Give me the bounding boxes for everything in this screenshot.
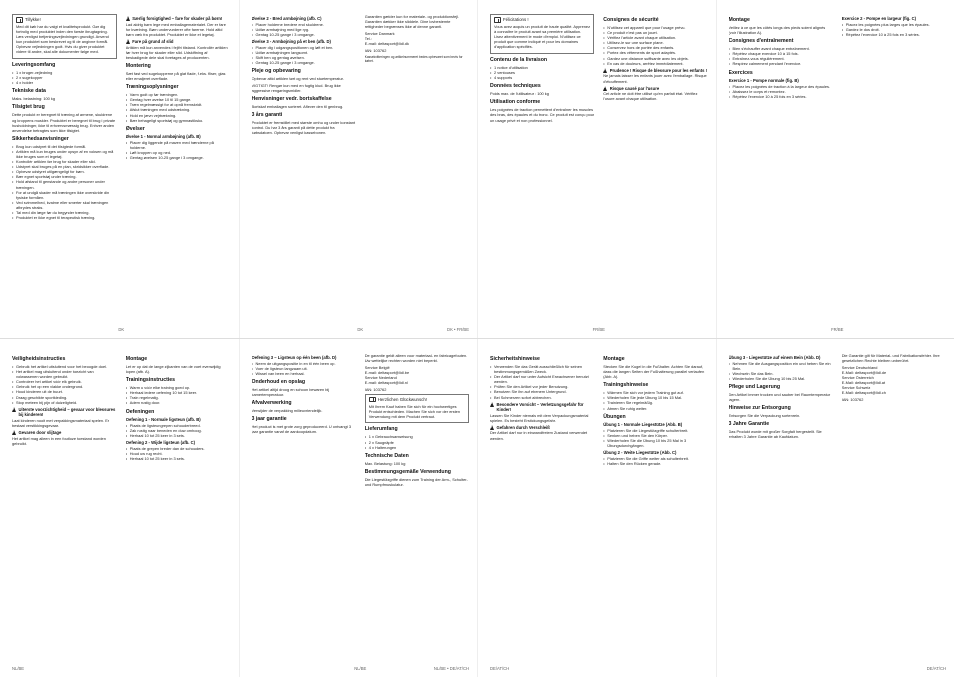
text-column [729,14,833,338]
list-item: • Prüfen Sie den Artikel vor jeder Benutzung. [490,384,594,389]
list-item: • Herhaal 10 tot 25 keer in 3 sets. [126,433,231,438]
service-line: Service Danmark [364,30,395,36]
footer-left: NL/BE [12,666,25,671]
paragraph: Die Garantie gilt für Material- und Fabrikationsfehler. Ihre gesetzlichen Rechte bleiben unberührt. [841,353,940,364]
warning-icon [603,68,607,73]
page-footer [12,327,231,334]
exercise-heading: Exercice 1 - Pompe normale (fig. B) [728,78,799,84]
text-column [12,353,117,677]
page-footer [12,666,231,673]
section-heading: Consignes d'entraînement [728,38,794,45]
warning-heading [126,16,231,21]
section-heading: Exercices [728,69,753,76]
section-heading: 3 års garanti [251,111,283,118]
footer-center: NL/BE [354,666,367,671]
list-item: • Utilisez-le sur une surface plane. [603,40,707,45]
text-column [842,353,946,677]
list-item: • Respirez calmement pendant l'exercice. [729,61,833,66]
service-line: E-mail: deltasport@lidl.be [364,369,410,375]
service-line: Service Schweiz [841,385,871,391]
list-item: • 1 x bruger-vejledning [12,70,117,75]
exercise-heading: Øvelse 3 - Armbøjning på et ben (afb. D) [251,38,331,44]
paragraph: Veillez à ce que les côtés longs des pieds soient alignés (voir l'illustration A). [728,25,826,36]
warning-title: Prudence ! Risque de blessure pour les enfants ! [609,67,708,73]
top-spread [0,0,954,338]
section-heading: Pleje og opbevaring [251,68,301,75]
service-line: Service België [364,364,390,370]
list-item: • Bær egnet sportstøj under træning. [12,174,117,179]
bullet-list [126,140,231,160]
info-box-title [16,17,113,23]
paragraph: Laat kinderen nooit met verpakkingsmateriaal spelen. Er bestaat verstikkingsgevaar. [12,417,110,428]
list-item: • Gardez une distance suffisante avec les objets. [603,56,707,61]
section-heading: Oefeningen [125,408,155,415]
list-item: • N'utilisez cet appareil que pour l'usage prévu. [603,25,707,30]
bullet-list [490,65,594,80]
page-footer [490,327,708,334]
paragraph: IAN: 103762 [364,48,387,54]
list-item: • Wärmen Sie sich vor jedem Training gut auf. [603,390,707,395]
paragraph: Lassen Sie Kinder niemals mit dem Verpackungsmaterial spielen. Es besteht Erstickungsgefahr. [490,412,589,423]
warning-title: Fare på grund af slid [132,38,174,44]
list-item: • En cas de douleurs, arrêtez immédiatement. [603,61,707,66]
list-item: • Neem de uitgangspositie in en til één been op. [252,361,356,366]
section-heading: Consignes de sécurité [603,17,659,23]
text-column [729,353,833,677]
list-item: • Bien s'échauffer avant chaque entraînement. [729,46,833,51]
info-text: Vous avez acquis un produit de haute qualité. Apprenez à connaître le produit avant sa première utilisation. Lisez attentivement le mode d'emploi. N'utilisez ce produit que comme indiqué et pour les domaines d'application spécifiés. [494,24,591,50]
list-item: • Warm u vóór elke training goed op. [126,385,231,390]
section-heading: Onderhoud en opslag [251,378,306,385]
footer-center: DK [118,327,125,332]
warning-heading [12,407,117,417]
section-heading: Leveringsomfang [12,62,56,69]
list-item: • Gentag hver øvelse 10 til 15 gange. [126,97,231,102]
list-item: • Draag geschikte sportkleding. [12,395,117,400]
list-item: • Houd kinderen uit de buurt. [12,389,117,394]
paragraph: Max. Belastung: 100 kg [364,460,406,466]
list-item: • Ved svimmelhed, kvalme eller smerter skal træningen afbrydes straks. [12,200,117,210]
text-column [842,14,946,338]
footer-right: NL/BE • DE/AT/CH [433,666,469,671]
text-column [365,14,469,338]
list-item: • Tal med din læge før du begynder træning. [12,210,117,215]
list-item: • Controleer het artikel vóór elk gebruik. [12,379,117,384]
paragraph: Het artikel mag alleen in een foutloze toestand worden gebruikt. [12,435,106,446]
text-column [365,353,469,677]
section-heading: Veiligheidsinstructies [12,356,66,362]
paragraph: Den Artikel immer trocken und sauber bei Raumtemperatur lagern. [728,392,831,403]
list-item: • Hold afstand til genstande og andre personer under træningen. [12,179,117,189]
list-item: • Udfør armbøjning med lige ryg. [252,27,356,32]
list-item: • 4 supports [490,75,594,80]
list-item: • Portez des vêtements de sport adaptés. [603,50,707,55]
list-item: • 4 x holder [12,80,117,85]
exercise-heading: Übung 2 - Weite Liegestütze (Abb. C) [603,450,677,456]
bullet-list [126,385,231,405]
list-item: • Brug kun udstyret til det tilsigtede formål. [12,144,117,149]
list-item: • Ce produit n'est pas un jouet. [603,30,707,35]
section-heading: Contenu de la livraison [490,56,548,63]
list-item: • Plaats de grepen breder dan de schouders. [126,446,231,451]
list-item: • 4 x Halterungen [365,445,469,450]
warning-title: Gevaren door slijtage [18,429,62,435]
manual-page [477,339,716,677]
page-footer [729,327,947,334]
exercise-heading: Øvelse 2 - Bred armbøjning (afb. C) [251,16,322,21]
list-item: • Udstyret skal bruges på en plan, skridsikker overflade. [12,164,117,169]
warning-heading [126,39,231,44]
section-heading: Montage [603,356,625,362]
paragraph: Maks. belastning: 100 kg [12,96,56,102]
list-item: • Skift ben og gentag øvelsen. [252,55,356,60]
book-icon [16,17,23,23]
bullet-list [12,364,117,405]
info-box-title [494,17,590,23]
list-item: • Placez les poignées de traction à la largeur des épaules. [729,84,833,89]
bullet-list [603,428,707,448]
list-item: • Répétez l'exercice 10 à 25 fois en 3 séries. [729,94,833,99]
list-item: • Benutzen Sie ihn auf ebenem Untergrund. [490,389,594,394]
info-title-text: Félicitations ! [503,17,529,22]
section-heading: Afvalverwerking [251,400,292,407]
warning-title: Risque causé par l'usure [609,85,660,91]
bullet-list [12,144,117,220]
section-heading: Tekniske data [12,88,46,95]
paragraph: Dette produkt er beregnet til træning af armene, skuldrene og kroppens muskler. Produktet er beregnet til brug i private husholdninger, ikke til erhvervsmæssig brug. Enhver anden anvendelse betragtes som ikke tilsigtet. [12,112,116,133]
service-line: Service Österreich [841,374,874,380]
manual-page [0,0,239,338]
list-item: • Verwenden Sie das Gerät ausschließlich für seinen bestimmungsgemäßen Zweck. [490,364,594,374]
info-title-text: Herzlichen Glückwunsch! [377,396,428,402]
manual-page [239,339,478,677]
list-item: • 2 ventouses [490,70,594,75]
warning-icon [12,430,16,435]
section-heading: Øvelser [125,125,145,132]
warning-title: Særlig forsigtighed – fare for skader på børn! [132,16,223,21]
service-contact [842,365,946,396]
list-item: • Wiederholen Sie die Übung 10 bis 25 Mal in 3 Übungsdurchgängen. [603,438,707,448]
footer-center: FR/BE [831,327,844,332]
info-text: Med dit køb har du valgt et kvalitetsprodukt. Gør dig fortrolig med produktet inden den første ibrugtagning. Læs venligst betjeningsvejledningen grundigt. Anvend kun produktet som beskrevet og til de angivne formål. Opbevar vejledningen godt. Hvis du giver produktet videre til andre, skal alle dokumenter følge med. [16,24,109,55]
paragraph: Lad aldrig børn lege med emballagematerialet. Der er fare for kvælning. Børn undervurderer ofte farerne. Hold altid børn væk fra produktet. Produktet er ikke et legetøj. [125,21,226,37]
list-item: • Platzieren Sie die Liegestützgriffe schulterbreit. [603,428,707,433]
footer-center: DK [357,327,364,332]
list-item: • Gebruik het artikel uitsluitend voor het beoogde doel. [12,364,117,369]
list-item: • Gentag 10-25 gange i 3 omgange. [252,32,356,37]
list-item: • Varm godt op før træningen. [126,92,231,97]
list-item: • Houd uw rug recht. [126,451,231,456]
list-item: • Artiklen må kun bruges under opsyn af en voksen og må ikke bruges som et legetøj. [12,149,117,159]
paragraph: Der Artikel darf nur in einwandfreiem Zustand verwendet werden. [490,430,588,441]
paragraph: Bortskaf emballagen sorteret. Aflever den til genbrug. [251,103,344,109]
footer-left: DE/AT/CH [490,666,510,671]
list-item: • Afslut træningen med udstrækning. [126,107,231,112]
list-item: • Halten Sie den Rücken gerade. [603,461,707,466]
list-item: • Adem rustig door. [126,400,231,405]
list-item: • Atmen Sie ruhig weiter. [603,406,707,411]
exercise-heading: Übung 1 - Normale Liegestütze (Abb. B) [603,422,683,428]
book-icon [494,17,501,23]
section-heading: Données techniques [490,83,541,90]
list-item: • Kontrollér artiklen før brug for skader eller slid. [12,159,117,164]
service-line: E-Mail: deltasport@lidl.ch [841,390,886,396]
list-item: • Wissel van been en herhaal. [252,371,356,376]
paragraph: Let er op dat de lange zijkanten van de voet evenwijdig lopen (afb. A). [125,364,221,375]
paragraph: Die Liegestützgriffe dienen zum Training der Arm-, Schulter- und Rumpfmuskulatur. [364,476,468,487]
list-item: • 2 x Saugnäpfe [365,440,469,445]
text-column [490,14,594,338]
service-line: Service Deutschland [841,364,878,370]
bullet-list [603,390,707,410]
paragraph: Opbevar altid artiklen tørt og rent ved stuetemperatur. [251,76,344,82]
warning-title: Uiterste voorzichtigheid – gevaar voor blessures bij kinderen! [18,406,116,417]
page-footer [729,666,947,673]
section-heading: 3 Jahre Garantie [728,421,770,428]
service-line: E-Mail: deltasport@lidl.at [841,379,886,385]
bullet-list [842,22,946,37]
manual-page [716,339,954,677]
section-heading: Montage [125,356,148,362]
warning-heading [603,86,707,91]
service-line: E-mail: deltasport@lidl.dk [364,40,409,46]
warning-icon [12,407,16,412]
list-item: • Opbevar udstyret utilgængeligt for børn. [12,169,117,174]
warning-icon [126,39,130,44]
list-item: • Het artikel mag uitsluitend onder toezicht van volwassenen worden gebruikt. [12,369,117,379]
bullet-list [729,46,833,66]
list-item: • Abaissez le corps et remontez. [729,89,833,94]
section-heading: Træningsoplysninger [125,84,179,91]
section-heading: 3 jaar garantie [251,416,287,423]
bullet-list [252,361,356,376]
bullet-list [252,22,356,37]
paragraph: IAN: 103762 [364,387,387,393]
list-item: • Udfør armbøjningen langsomt. [252,50,356,55]
list-item: • 2 x sugekopper [12,75,117,80]
list-item: • 1 x Gebrauchsanweisung [365,434,469,439]
bullet-list [729,84,833,99]
list-item: • Hold en jævn vejrtrækning. [126,113,231,118]
warning-heading [490,425,594,430]
paragraph: Ne jamais laisser les enfants jouer avec l'emballage. Risque d'étouffement. [603,73,707,84]
page-footer [252,666,470,673]
bullet-list [126,446,231,461]
warning-heading [12,430,117,435]
warning-icon [603,86,607,91]
manual-page [0,339,239,677]
service-line: Service Nederland [364,374,397,380]
list-item: • Train regelmatig. [126,395,231,400]
list-item: • For at undgå skader må træningen ikke overskride din fysiske formåen. [12,190,117,200]
list-item: • Entraînez-vous régulièrement. [729,56,833,61]
paragraph: Sæt fast ved sugekopperne på glat flade, f.eks. fliser, glas eller emaljeret overflade. [125,70,226,82]
info-box-title [369,397,465,403]
list-item: • Bær behageligt sportstøj og gymnastiksko. [126,118,231,123]
manual-page [239,0,478,338]
service-line: E-mail: deltasport@lidl.nl [364,379,408,385]
info-box [12,14,117,59]
paragraph: Garantien gælder kun for materiale- og produktionsfejl. Garantien dækker ikke sliddele. Dine lovbestemte rettigheder begrænses ikke af denne garanti. [364,14,460,30]
section-heading: Utilisation conforme [490,99,541,106]
info-text: Mit Ihrem Kauf haben Sie sich für ein hochwertiges Produkt entschieden. Machen Sie sich vor der ersten Verwendung mit dem Produkt vertraut. [368,403,461,419]
list-item: • Placer dig i udgangspositionen og løft et ben. [252,45,356,50]
section-heading: Pflege und Lagerung [728,384,781,391]
paragraph: Het artikel altijd droog en schoon bewaren bij kamertemperatuur. [251,386,330,398]
exercise-heading: Übung 3 - Liegestütze auf einem Bein (Abb. D) [728,355,821,360]
manual-page [477,0,716,338]
section-heading: Tilsigtet brug [12,104,45,111]
list-item: • Herhaal 10 tot 25 keer in 3 sets. [126,456,231,461]
text-column [252,353,356,677]
bullet-list [603,25,707,66]
info-title-text: Tillykke! [25,17,41,22]
section-heading: Trainingshinweise [603,382,649,389]
small-note: Kassekvitteringen og artikelnummeret bedes opbevaret som bevis for købet. [364,55,463,64]
exercise-heading: Oefening 1 - Normale ligsteun (afb. B) [125,417,201,423]
service-line: Tel.: [364,35,379,41]
text-column [126,14,231,338]
exercise-heading: Exercice 2 - Pompe en largeur (fig. C) [841,16,916,21]
warning-icon [126,16,130,21]
list-item: • Placer holderne bredere end skuldrene. [252,22,356,27]
list-item: • Répétez l'exercice 10 à 25 fois en 3 séries. [842,32,946,37]
list-item: • Répétez chaque exercice 10 à 15 fois. [729,51,833,56]
paragraph: VIGTIGT! Rengør kun med en fugtig klud. Brug ikke aggressive rengøringsmidler. [251,82,341,93]
section-heading: Trainingsinstructies [125,377,176,384]
section-heading: Henvisninger vedr. bortskaffelse [251,95,332,102]
book-icon [369,397,376,403]
paragraph: De garantie geldt alleen voor materiaal- en fabricagefouten. Uw wettelijke rechten worden niet beperkt. [364,353,468,364]
info-box [490,14,594,54]
list-item: • Gentag øvelsen 10-25 gange i 3 omgange. [126,155,231,160]
list-item: • Vérifiez l'article avant chaque utilisation. [603,35,707,40]
page-footer [490,666,708,673]
text-column [126,353,231,677]
list-item: • Wiederholen Sie jede Übung 10 bis 15 Mal. [603,395,707,400]
page-footer [252,327,470,334]
list-item: • 1 notice d'utilisation [490,65,594,70]
list-item: • Zak rustig naar beneden en duw omhoog. [126,428,231,433]
list-item: • Senken und heben Sie den Körper. [603,433,707,438]
warning-title: Besondere Vorsicht – Verletzungsgefahr für Kinder! [496,401,584,412]
paragraph: Das Produkt wurde mit großer Sorgfalt hergestellt. Sie erhalten 3 Jahre Garantie ab Kaufdatum. [728,429,822,440]
bullet-list [729,361,833,381]
paragraph: Stecken Sie die Kugel in die Fußhalter. Achten Sie darauf, dass die langen Seiten der Fußhalterung parallel verlaufen (Abb. A). [603,364,705,380]
list-item: • Herhaal iedere oefening 10 tot 15 keer. [126,390,231,395]
paragraph: Entsorgen Sie die Verpackung sortenrein. [728,413,801,419]
list-item: • Nehmen Sie die Ausgangsposition ein und heben Sie ein Bein. [729,361,833,371]
bullet-list [490,364,594,400]
paragraph: Het product is met grote zorg geproduceerd. U ontvangt 3 jaar garantie vanaf de aankoopdatum. [251,424,351,435]
text-column [490,353,594,677]
section-heading: Sicherheitshinweise [490,356,540,362]
manual-page [716,0,954,338]
section-heading: Sikkerhedsanvisninger [12,135,69,142]
text-column [252,14,356,338]
bullet-list [252,45,356,65]
section-heading: Montering [125,62,151,69]
footer-right: DE/AT/CH [926,666,946,671]
bullet-list [126,92,231,123]
text-column [12,14,117,338]
footer-right: DK • FR/BE [447,327,469,332]
list-item: • Gentag 10-25 gange i 3 omgange. [252,60,356,65]
exercise-heading: Oefening 2 - Wijde ligsteun (afb. C) [125,440,196,446]
list-item: • Gardez le dos droit. [842,27,946,32]
section-heading: Übungen [603,413,626,420]
service-line: E-Mail: deltasport@lidl.de [841,369,887,375]
list-item: • Bei Schmerzen sofort abbrechen. [490,395,594,400]
footer-center: FR/BE [592,327,605,332]
warning-heading [603,68,707,73]
paragraph: Poids max. de l'utilisateur : 100 kg [490,91,549,97]
bullet-list [126,423,231,438]
section-heading: Bestimmungsgemäße Verwendung [364,468,451,475]
list-item: • Træn regelmæssigt for at opnå fremskridt. [126,102,231,107]
list-item: • Placez les poignées plus larges que les épaules. [842,22,946,27]
list-item: • Platzieren Sie die Griffe weiter als schulterbreit. [603,456,707,461]
warning-icon [490,402,494,407]
list-item: • Wechseln Sie das Bein. [729,371,833,376]
list-item: • Produktet er ikke egnet til terapeutisk træning. [12,215,117,220]
list-item: • Gebruik het op een vlakke ondergrond. [12,384,117,389]
paragraph: Produktet er fremstillet med største omhu og under konstant kontrol. Du har 3 års garanti på dette produkt fra købsdatoen. Opbevar venligst kassebonen. [251,119,356,136]
section-heading: Lieferumfang [364,426,398,433]
bullet-list [603,456,707,466]
bullet-list [365,434,469,449]
section-heading: Technische Daten [364,452,409,459]
paragraph: Les poignées de traction permettent d'entraîner les muscles des bras, des épaules et du tronc. Ce produit est conçu pour un usage privé et non professionnel. [490,107,595,123]
warning-title: Gefahren durch Verschleiß [496,424,550,430]
exercise-heading: Oefening 3 – Ligsteun op één been (afb. D) [251,355,337,360]
list-item: • Placer dig liggende på maven med hænderne på holderne. [126,140,231,150]
bullet-list [12,70,117,85]
warning-icon [490,425,494,430]
paragraph: Verwijder de verpakking milieuvriendelijk. [251,408,323,414]
list-item: • Der Artikel darf nur unter Aufsicht Erwachsener benutzt werden. [490,374,594,384]
paragraph: IAN: 103762 [841,397,864,403]
list-item: • Stop meteen bij pijn of duizeligheid. [12,400,117,405]
list-item: • Conservez hors de portée des enfants. [603,45,707,50]
paragraph: Cet article ne doit être utilisé qu'en parfait état. Vérifiez l'usure avant chaque utilisation. [603,91,698,102]
section-heading: Hinweise zur Entsorgung [728,405,791,412]
list-item: • Wiederholen Sie die Übung 10 bis 25 Mal. [729,376,833,381]
list-item: • Voer de ligsteun langzaam uit. [252,366,356,371]
service-contact [365,365,469,385]
section-heading: Montage [728,17,750,23]
warning-heading [490,402,594,412]
exercise-heading: Øvelse 1 - Normal armbøjning (afb. B) [125,134,201,140]
list-item: • Plaats de ligsteungrepen schouderbreed. [126,423,231,428]
list-item: • Løft kroppen op og ned. [126,150,231,155]
text-column [603,14,707,338]
text-column [603,353,707,677]
list-item: • Trainieren Sie regelmäßig. [603,400,707,405]
paragraph: Artiklen må kun anvendes i fejlfri tilstand. Kontrollér artiklen før hver brug for skader eller slid. Udskiftning af beskadigede dele skal foretages af producenten. [125,44,228,60]
service-contact [365,31,469,46]
info-box [365,394,469,424]
bottom-spread [0,338,954,677]
